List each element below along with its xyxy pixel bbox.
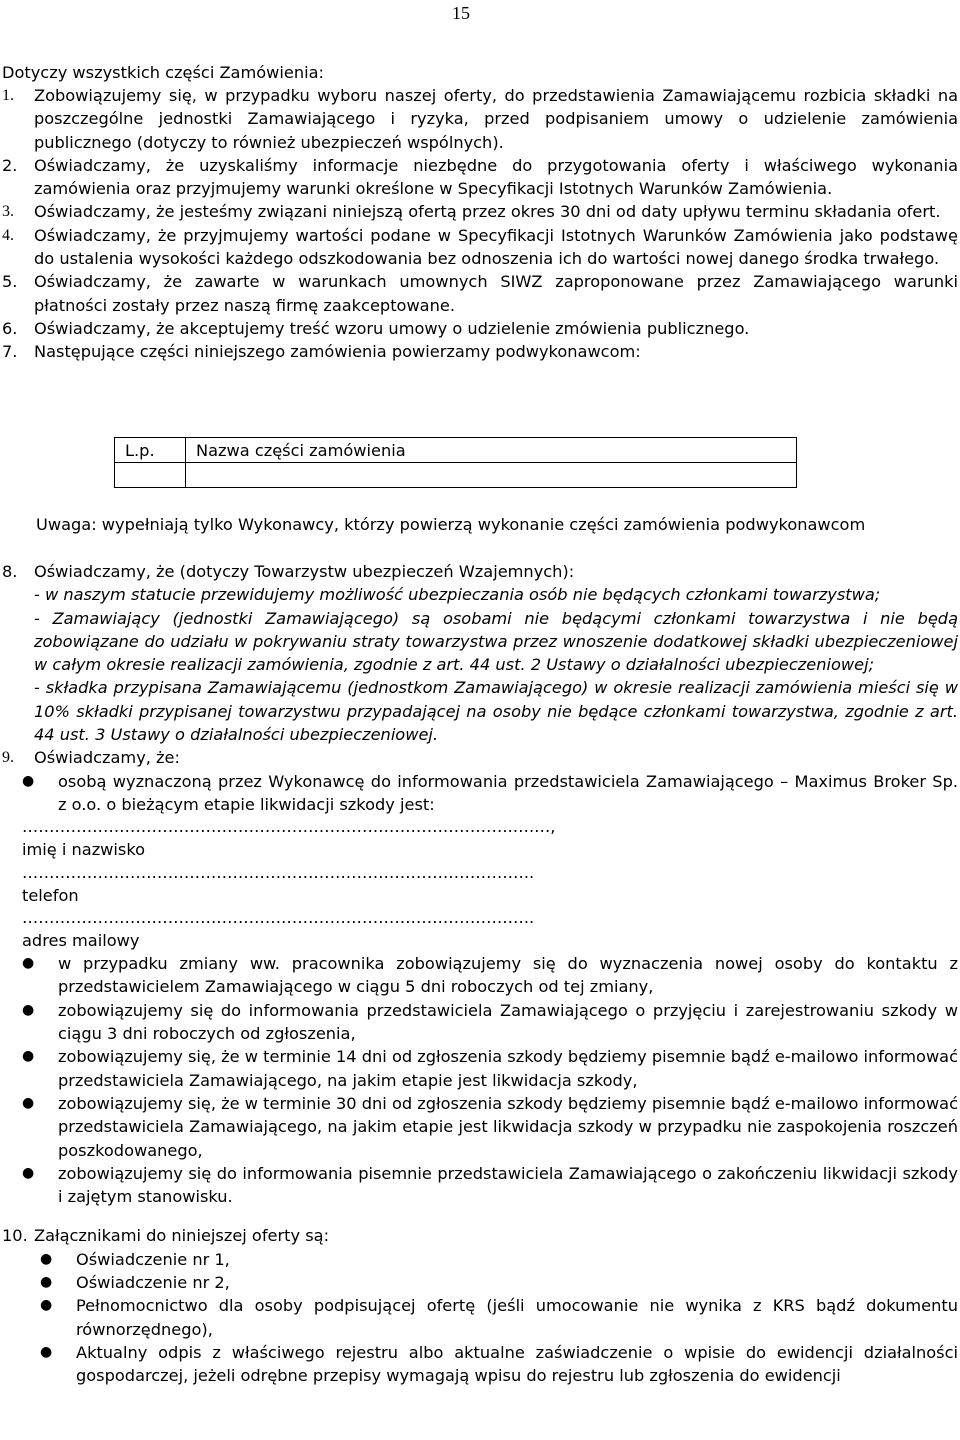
bullet-text: osobą wyznaczoną przez Wykonawcę do informowania przedstawiciela Zamawiającego – Maximus Broker Sp. z o.o. o bieżącym etapie likwidacji szkody jest: <box>58 771 958 814</box>
bullet-item <box>0 1045 958 1092</box>
bullet-text: zobowiązujemy się do informowania pisemnie przedstawiciela Zamawiającego o zakończeniu likwidacji szkody i zajętym stanowisku. <box>58 1163 958 1207</box>
table-header-row <box>115 438 797 463</box>
bullet-icon: ● <box>40 1297 53 1314</box>
item-number: 9. <box>2 749 14 767</box>
bullet-item <box>0 770 958 817</box>
item-10-heading: Załącznikami do niniejszej oferty są: <box>34 1226 330 1246</box>
intro-heading: Dotyczy wszystkich części Zamówienia: <box>2 63 324 82</box>
bullet-item <box>0 999 958 1046</box>
list-item <box>0 746 958 769</box>
field-label-email: adres mailowy <box>22 930 140 950</box>
item-number: 6. <box>2 318 18 338</box>
fill-in-line[interactable]: ………………………………………………………………………………….. <box>22 862 535 882</box>
bullet-text: zobowiązujemy się do informowania przedstawiciela Zamawiającego o przyjęciu i zarejestrowaniu szkody w ciągu 3 dni roboczych od zgłoszenia, <box>58 1000 958 1044</box>
field-label-name: imię i nazwisko <box>22 840 146 860</box>
item-text: Oświadczamy, że zawarte w warunkach umownych SIWZ zaproponowane przez Zamawiającego warunki płatności zostały przez naszą firmę zaakceptowane. <box>34 272 958 315</box>
subcontractor-table <box>114 437 797 488</box>
item-8-line: - w naszym statucie przewidujemy możliwość ubezpieczania osób nie będących członkami towarzystwa; <box>34 585 881 605</box>
table-row <box>115 463 797 488</box>
bullet-icon: ● <box>40 1274 53 1291</box>
spacer <box>0 1208 958 1224</box>
item-text: Oświadczamy, że uzyskaliśmy informacje niezbędne do przygotowania oferty i właściwego wykonania zamówienia oraz przyjmujemy warunki określone w Specyfikacji Istotnych Warunków Zamówienia. <box>34 155 958 199</box>
item-8-line: - składka przypisana Zamawiającemu (jednostkom Zamawiającego) w okresie realizacji zamówienia mieści się w 10% składki przypisanej towarzystwu przypadającej na osoby nie będące członkami towarzystwa, zgodnie z art. 44 ust. 3 Ustawy o działalności ubezpieczeniowej. <box>34 678 958 745</box>
item-number: 5. <box>2 272 18 292</box>
attachment-text: Oświadczenie nr 1, <box>76 1249 230 1269</box>
item-number: 3. <box>2 203 14 221</box>
bullet-item <box>0 952 958 999</box>
item-number: 1. <box>2 87 14 104</box>
attachment-item <box>0 1341 958 1388</box>
item-number: 4. <box>2 226 14 244</box>
item-text: Oświadczamy, że przyjmujemy wartości podane w Specyfikacji Istotnych Warunków Zamówienia jako podstawę do ustalenia wysokości każdego odszkodowania bez odnoszenia ich do wartości nowej danego środka trwałego. <box>34 225 958 269</box>
table-cell-name[interactable] <box>186 463 797 488</box>
item-text: Zobowiązujemy się, w przypadku wyboru naszej oferty, do przedstawienia Zamawiającemu rozbicia składki na poszczególne jednostki Zamawiającego i ryzyka, przed podpisaniem umowy o udzielenie zamówienia publicznego (dotyczy to również ubezpieczeń wspólnych). <box>34 86 958 152</box>
attachment-text: Oświadczenie nr 2, <box>76 1273 230 1293</box>
bullet-icon: ● <box>40 1250 53 1267</box>
item-number: 10. <box>2 1226 28 1246</box>
field-label-phone: telefon <box>22 885 79 905</box>
list-item <box>0 154 958 201</box>
list-item <box>0 200 958 223</box>
attachment-text: Aktualny odpis z właściwego rejestru albo aktualne zaświadczenie o wpisie do ewidencji działalności gospodarczej, jeżeli odrębne przepisy wymagają wpisu do rejestru lub zgłoszenia do ewidencji <box>76 1342 958 1386</box>
bullet-text: w przypadku zmiany ww. pracownika zobowiązujemy się do wyznaczenia nowej osoby do kontaktu z przedstawicielem Zamawiającego w ciągu 5 dni roboczych od tej zmiany, <box>58 954 958 997</box>
bullet-icon: ● <box>40 1343 53 1360</box>
bullet-icon: ● <box>22 1164 35 1181</box>
list-item <box>0 270 958 317</box>
item-text: Oświadczamy, że jesteśmy związani niniejszą ofertą przez okres 30 dni od daty upływu terminu składania ofert. <box>34 202 941 222</box>
item-text: Oświadczamy, że akceptujemy treść wzoru umowy o udzielenie zmówienia publicznego. <box>34 318 750 338</box>
bullet-icon: ● <box>22 1094 35 1111</box>
attachment-text: Pełnomocnictwo dla osoby podpisującej ofertę (jeśli umocowanie nie wynika z KRS bądź dokumentu równorzędnego), <box>76 1296 958 1339</box>
bullet-icon: ● <box>22 772 35 789</box>
attachment-item <box>0 1271 958 1294</box>
attachment-item <box>0 1248 958 1271</box>
bullet-text: zobowiązujemy się, że w terminie 30 dni od zgłoszenia szkody będziemy pisemnie bądź e-mailowo informować przedstawiciela Zamawiającego, na jakim etapie jest likwidacja szkody w przypadku nie zaspokojenia roszczeń poszkodowanego, <box>58 1093 958 1160</box>
fill-in-line[interactable]: ……………………………………………………………………………….….…, <box>22 817 556 837</box>
list-item <box>0 224 958 271</box>
item-number: 8. <box>2 562 18 581</box>
bullet-icon: ● <box>22 1001 35 1018</box>
bullet-item <box>0 1162 958 1209</box>
list-item <box>0 1224 958 1247</box>
item-number: 2. <box>2 155 18 175</box>
bullet-icon: ● <box>22 1048 35 1065</box>
table-cell-lp[interactable] <box>115 463 186 488</box>
page-number: 15 <box>452 3 470 23</box>
table-header-name: Nazwa części zamówienia <box>186 438 797 463</box>
bullet-icon: ● <box>22 955 35 972</box>
list-item <box>0 84 958 154</box>
table-note: Uwaga: wypełniają tylko Wykonawcy, którzy powierzą wykonanie części zamówienia podwykonawcom <box>36 515 866 534</box>
bullet-text: zobowiązujemy się, że w terminie 14 dni od zgłoszenia szkody będziemy pisemnie bądź e-mailowo informować przedstawiciela Zamawiającego, na jakim etapie jest likwidacja szkody, <box>58 1047 958 1090</box>
list-item <box>0 560 958 746</box>
item-8-body <box>34 560 958 746</box>
bullet-item <box>0 1092 958 1162</box>
item-8-heading: Oświadczamy, że (dotyczy Towarzystw ubezpieczeń Wzajemnych): <box>34 562 575 581</box>
attachment-item <box>0 1294 958 1341</box>
item-text: Następujące części niniejszego zamówienia powierzamy podwykonawcom: <box>34 342 641 362</box>
list-item <box>0 317 958 340</box>
item-8-section <box>0 560 958 1388</box>
declaration-list <box>0 84 958 364</box>
item-number: 7. <box>2 342 18 362</box>
item-8-line: - Zamawiający (jednostki Zamawiającego) są osobami nie będącymi członkami towarzystwa i nie będą zobowiązane do udziału w pokrywaniu straty towarzystwa przez wnoszenie dodatkowej składki ubezpieczeniowej w całym okresie realizacji zamówienia, zgodnie z art. 44 ust. 2 Ustawy o działalności ubezpieczeniowej; <box>34 608 958 675</box>
item-9-heading: Oświadczamy, że: <box>34 748 180 768</box>
list-item <box>0 340 958 363</box>
table-header-lp: L.p. <box>115 438 186 463</box>
fill-in-line[interactable]: ………………………………………………………………………………….. <box>22 907 535 927</box>
